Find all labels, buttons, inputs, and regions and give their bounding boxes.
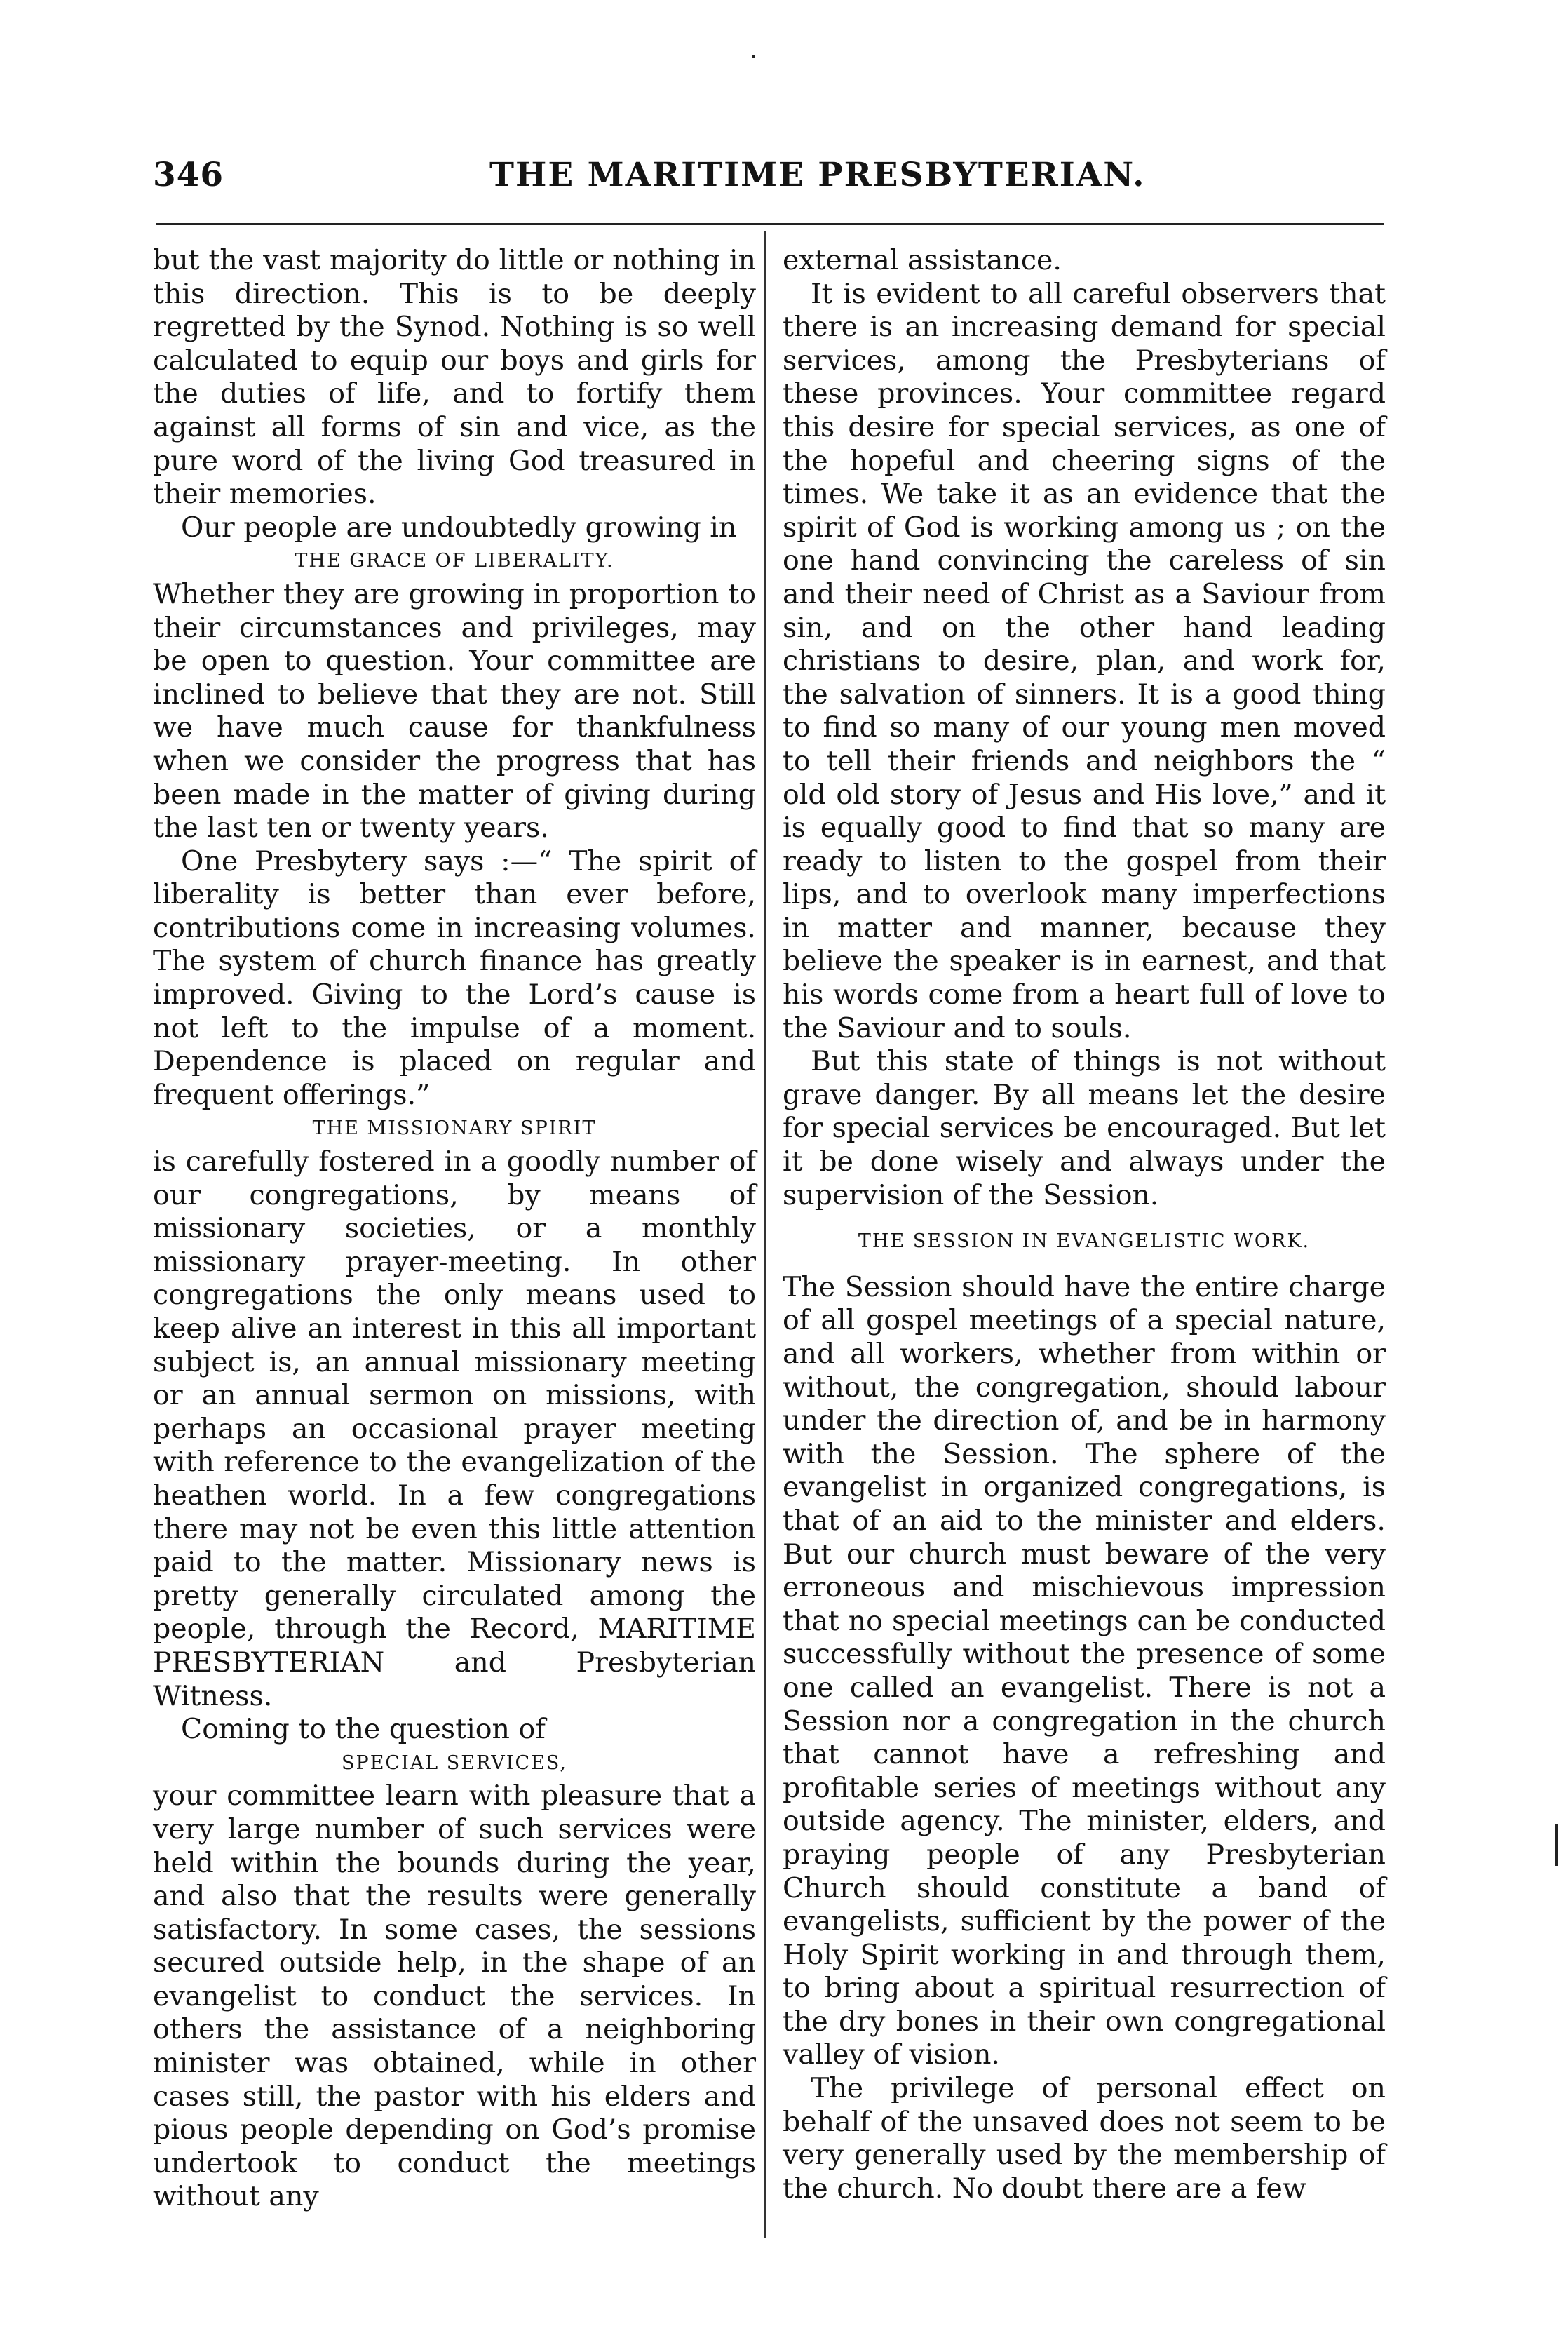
- paragraph: Whether they are growing in proportion to their circumstances and privileges, may be open to question. Your committee are inclined to believe that they are not. Still we have much cause for thankfulness when we consider the progress that has been made in the matter of giving during the last ten or twenty years.: [153, 577, 756, 845]
- paragraph: is carefully fostered in a goodly number of our congregations, by means of missionary societies, or a monthly missionary prayer-meeting. In other congregations the only means used to keep alive an interest in this all important subject is, an annual missionary meeting or an annual sermon on missions, with perhaps an occasional prayer meeting with reference to the evangelization of the heathen world. In a few congregations there may not be even this little attention paid to the matter. Missionary news is pretty generally circulated among the people, through the Record, MARITIME PRESBYTERIAN and Presbyterian Witness.: [153, 1145, 756, 1712]
- section-heading: SPECIAL SERVICES,: [342, 1752, 567, 1774]
- scan-margin-mark: [1555, 1824, 1558, 1866]
- section-heading: THE SESSION IN EVANGELISTIC WORK.: [858, 1230, 1311, 1253]
- column-divider: [764, 231, 766, 2238]
- scan-speck: [752, 55, 755, 58]
- paragraph: One Presbytery says :—“ The spirit of liberality is better than ever before, contributions come in increasing volumes. The system of church finance has greatly improved. Giving to the Lord’s cause is not left to the impulse of a moment. Dependence is placed on regular and frequent offerings.”: [153, 845, 756, 1111]
- left-column: [153, 244, 756, 2214]
- section-heading: THE MISSIONARY SPIRIT: [312, 1117, 597, 1140]
- paragraph: It is evident to all careful observers that there is an increasing demand for special services, among the Presbyterians of these provinces. Your committee regard this desire for special services, as one of the hopeful and cheering signs of the times. We take it as an evidence that the spirit of God is working among us ; on the one hand convincing the careless of sin and their need of Christ as a Saviour from sin, and on the other hand leading christians to desire, plan, and work for, the salvation of sinners. It is a good thing to find so many of our young men moved to tell their friends and neighbors the “ old old story of Jesus and His love,” and it is equally good to find that so many are ready to listen to the gospel from their lips, and to overlook many imperfections in matter and manner, because they believe the speaker is in earnest, and that his words come from a heart full of love to the Saviour and to souls.: [783, 277, 1386, 1044]
- paragraph: The privilege of personal effect on behalf of the unsaved does not seem to be very generally used by the membership of the church. No doubt there are a few: [783, 2072, 1386, 2205]
- paragraph: Coming to the question of: [181, 1713, 546, 1746]
- running-title: THE MARITIME PRESBYTERIAN.: [489, 156, 1146, 194]
- section-heading: THE GRACE OF LIBERALITY.: [295, 550, 614, 572]
- paragraph: but the vast majority do little or nothing in this direction. This is to be deeply regretted by the Synod. Nothing is so well calculated to equip our boys and girls for the duties of life, and to fortify them against all forms of sin and vice, as the pure word of the living God treasured in their memories.: [153, 244, 756, 511]
- header-rule: [156, 223, 1384, 225]
- page-header: [153, 156, 1387, 205]
- paragraph: Our people are undoubtedly growing in: [181, 511, 737, 544]
- paragraph: The Session should have the entire charge of all gospel meetings of a special nature, and all workers, whether from within or without, the congregation, should labour under the direction of, and be in harmony with the Session. The sphere of the evangelist in organized congregations, is that of an aid to the minister and elders. But our church must beware of the very erroneous and mischievous impression that no special meetings can be conducted successfully without the presence of some one called an evangelist. There is not a Session nor a congregation in the church that cannot have a refreshing and profitable series of meetings without any outside agency. The minister, elders, and praying people of any Presbyterian Church should constitute a band of evangelists, sufficient by the power of the Holy Spirit working in and through them, to bring about a spiritual resurrection of the dry bones in their own congregational valley of vision.: [783, 1270, 1386, 2071]
- paragraph: your committee learn with pleasure that a very large number of such services were held within the bounds during the year, and also that the results were generally satisfactory. In some cases, the sessions secured outside help, in the shape of an evangelist to conduct the services. In others the assistance of a neighboring minister was obtained, while in other cases still, the pastor with his elders and pious people depending on God’s promise undertook to conduct the meetings without any: [153, 1780, 756, 2213]
- paragraph: But this state of things is not without grave danger. By all means let the desire for special services be encouraged. But let it be done wisely and always under the supervision of the Session.: [783, 1045, 1386, 1211]
- paragraph: external assistance.: [783, 244, 1062, 276]
- page-number: 346: [153, 156, 224, 194]
- right-column: [783, 244, 1386, 2205]
